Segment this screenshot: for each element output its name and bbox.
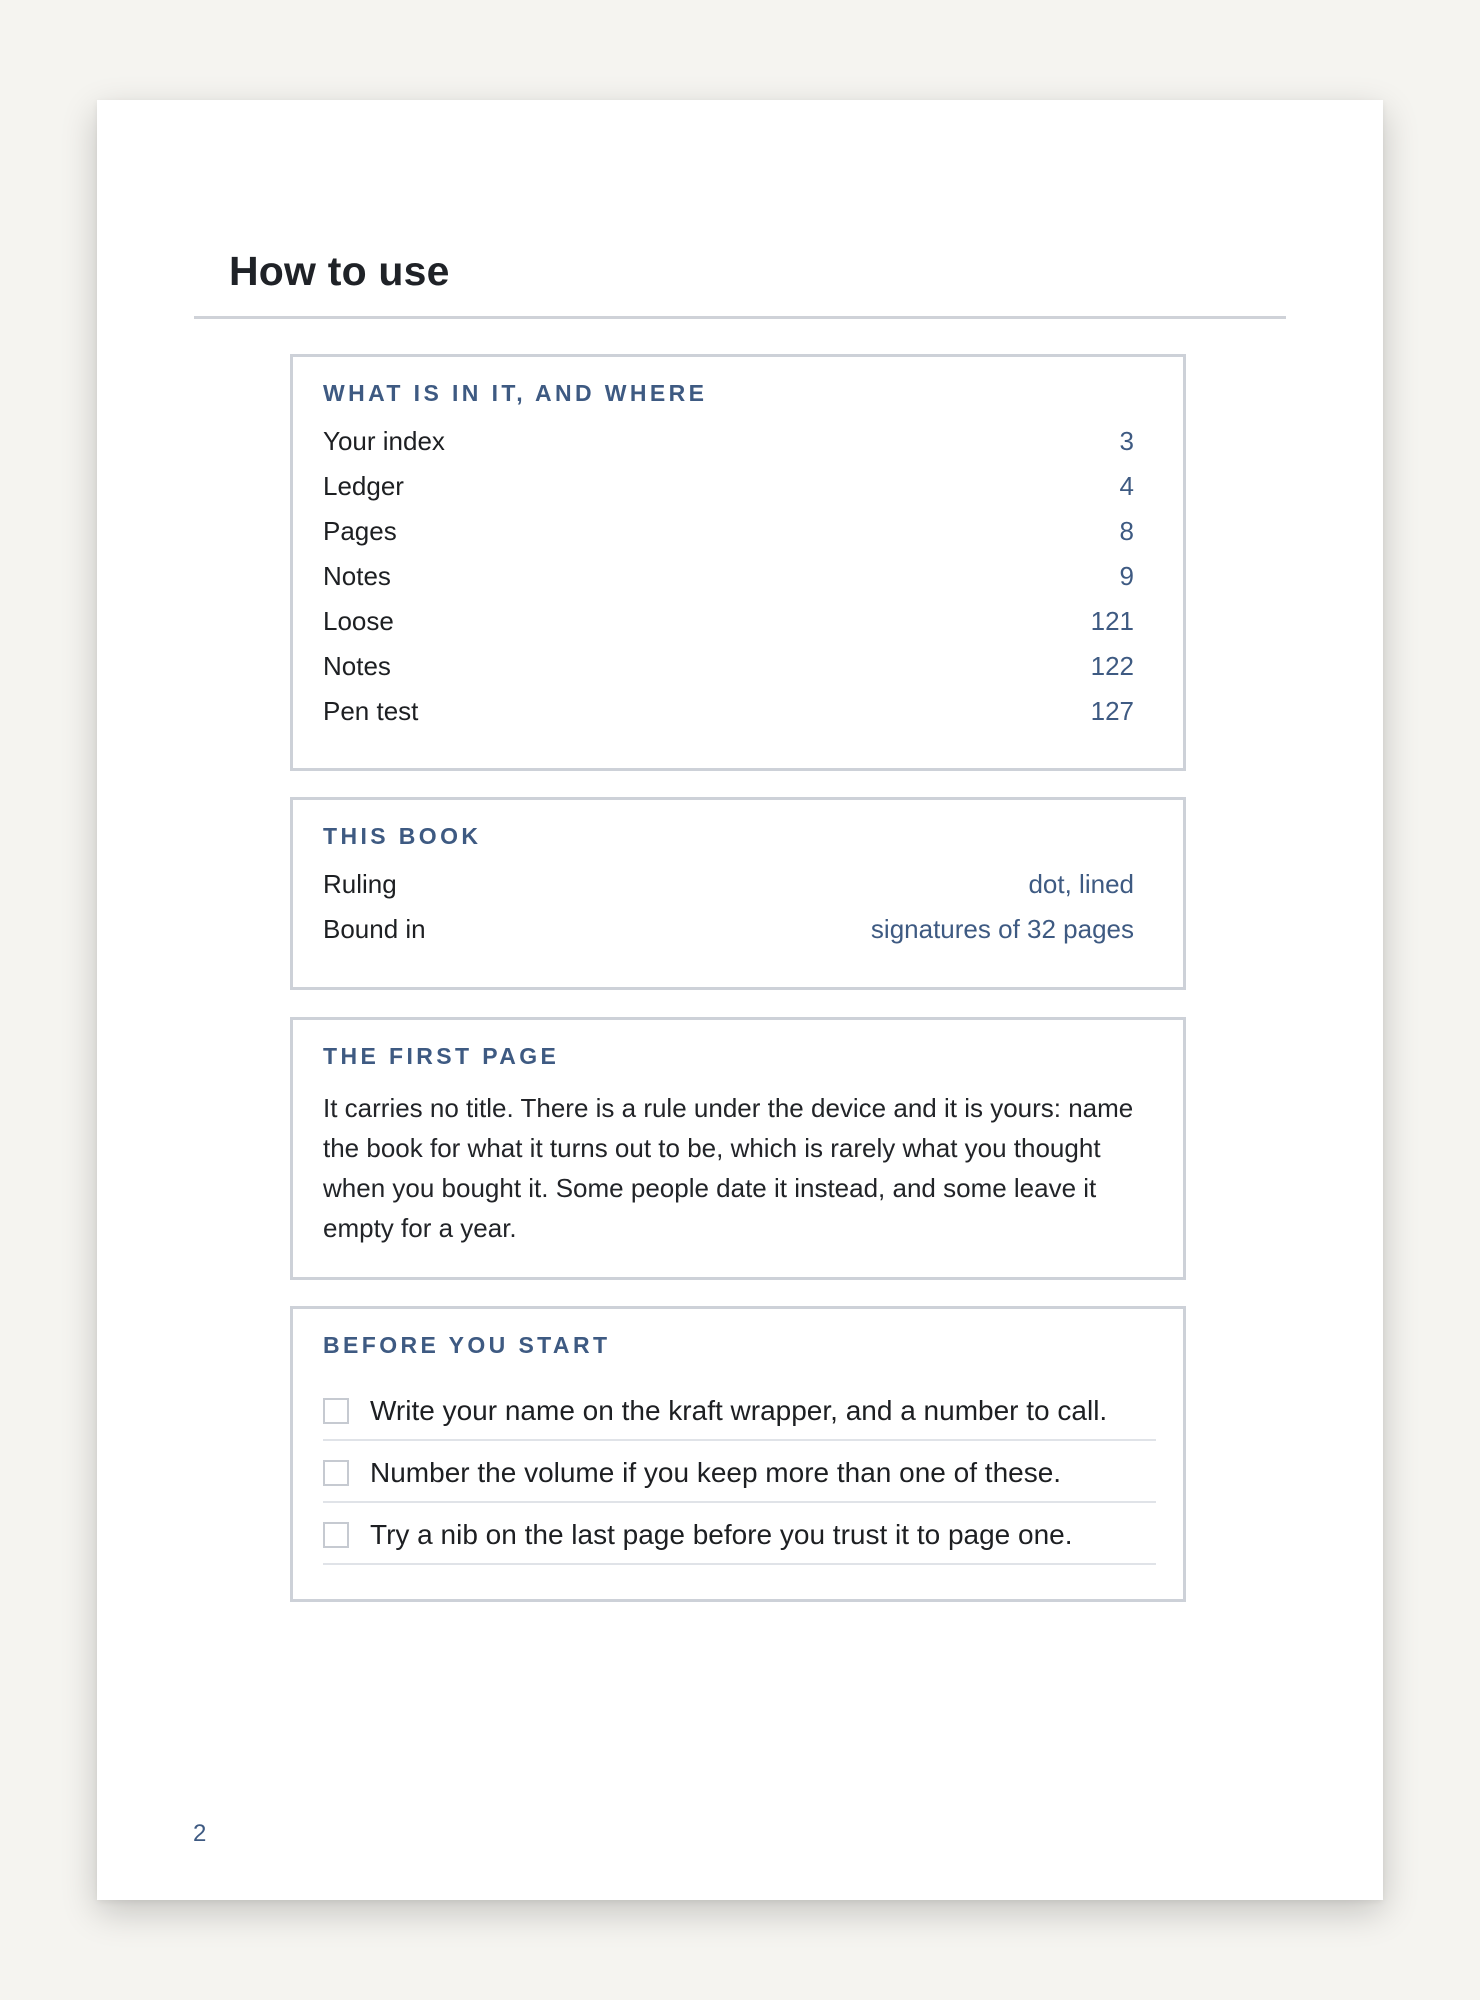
contents-row (323, 644, 1134, 689)
contents-list (323, 419, 1134, 734)
checkbox[interactable] (323, 1522, 349, 1548)
spec-label: Bound in (323, 914, 426, 944)
spec-value: dot, lined (1028, 869, 1134, 899)
checkbox[interactable] (323, 1460, 349, 1486)
contents-page-number: 4 (1119, 471, 1134, 501)
book-specs-panel (290, 797, 1186, 990)
checklist-item-text: Try a nib on the last page before you trust it to page one. (370, 1519, 1073, 1550)
contents-label: Loose (323, 606, 394, 636)
contents-row (323, 554, 1134, 599)
contents-heading: WHAT IS IN IT, AND WHERE (323, 380, 708, 406)
book-specs-list (323, 862, 1134, 952)
checklist (323, 1379, 1156, 1565)
first-page-panel (290, 1017, 1186, 1280)
contents-page-number: 122 (1090, 651, 1134, 681)
spec-value: signatures of 32 pages (870, 914, 1134, 944)
contents-page-number: 3 (1119, 426, 1134, 456)
contents-page-number: 9 (1119, 561, 1134, 591)
first-page-text: It carries no title. There is a rule under the device and it is yours: name the book for what it turns out to be, which is rarely what you thought when you bought it. Some people date it instead, and some leave it empty for a year. (323, 1093, 1134, 1243)
contents-page-number: 121 (1090, 606, 1134, 636)
checklist-panel (290, 1306, 1186, 1602)
checklist-heading: BEFORE YOU START (323, 1332, 611, 1358)
contents-row (323, 599, 1134, 644)
contents-label: Pages (323, 516, 397, 546)
contents-panel (290, 354, 1186, 771)
spec-label: Ruling (323, 869, 397, 899)
book-specs-heading: THIS BOOK (323, 823, 482, 849)
spec-row (323, 907, 1134, 952)
contents-row (323, 509, 1134, 554)
contents-page-number: 127 (1090, 696, 1134, 726)
contents-page-number: 8 (1119, 516, 1134, 546)
contents-row (323, 689, 1134, 734)
contents-row (323, 419, 1134, 464)
checklist-item-text: Number the volume if you keep more than one of these. (370, 1457, 1062, 1488)
title-rule (194, 316, 1286, 319)
contents-row (323, 464, 1134, 509)
checklist-item[interactable] (323, 1379, 1156, 1441)
page-title: How to use (229, 248, 450, 294)
checkbox[interactable] (323, 1398, 349, 1424)
first-page-heading: THE FIRST PAGE (323, 1043, 560, 1069)
contents-label: Your index (323, 426, 445, 456)
page-number: 2 (193, 1820, 207, 1847)
contents-label: Notes (323, 651, 391, 681)
document-page (97, 100, 1383, 1900)
contents-label: Pen test (323, 696, 419, 726)
checklist-item[interactable] (323, 1441, 1156, 1503)
checklist-item[interactable] (323, 1503, 1156, 1565)
contents-label: Ledger (323, 471, 404, 501)
checklist-item-text: Write your name on the kraft wrapper, and a number to call. (370, 1395, 1108, 1426)
spec-row (323, 862, 1134, 907)
contents-label: Notes (323, 561, 391, 591)
